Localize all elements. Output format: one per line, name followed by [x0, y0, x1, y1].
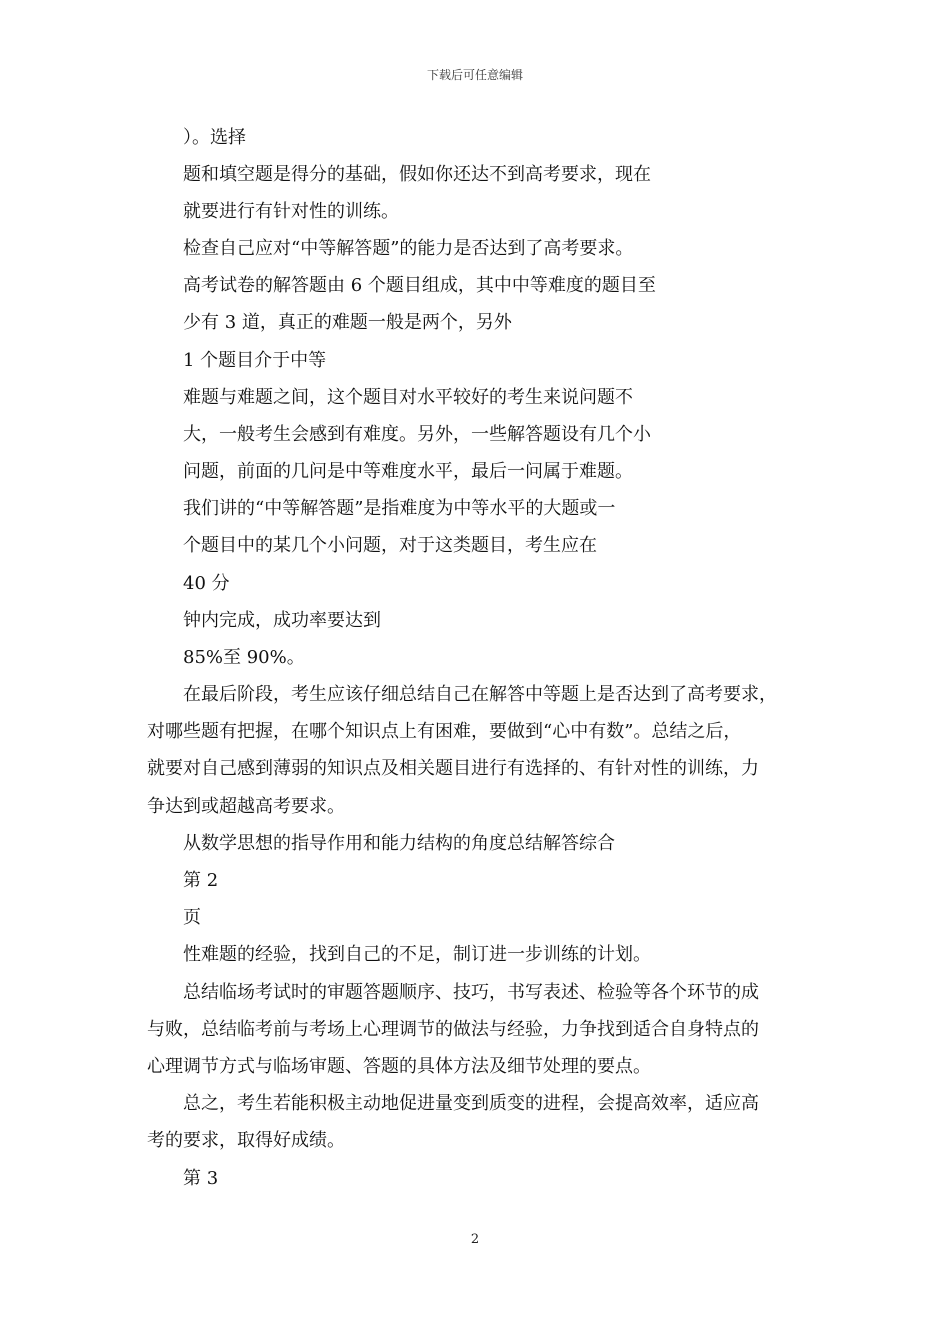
text-line: 40 分	[183, 573, 230, 594]
text-line: 我们讲的“中等解答题”是指难度为中等水平的大题或一	[183, 498, 616, 519]
text-line: 总之，考生若能积极主动地促进量变到质变的进程，会提高效率，适应高	[183, 1093, 759, 1114]
text-line: 少有 3 道，真正的难题一般是两个，另外	[183, 312, 512, 333]
text-line: 85%至 90%。	[183, 647, 305, 668]
text-line: 对哪些题有把握，在哪个知识点上有困难，要做到“心中有数”。总结之后，	[147, 721, 742, 742]
text-line: 与败，总结临考前与考场上心理调节的做法与经验，力争找到适合自身特点的	[147, 1019, 759, 1040]
text-line: 争达到或超越高考要求。	[147, 796, 345, 817]
page-header: 下载后可任意编辑	[426, 68, 523, 82]
text-line: 第 3	[183, 1168, 219, 1189]
text-line: 就要进行有针对性的训练。	[183, 201, 399, 222]
text-line: 题和填空题是得分的基础，假如你还达不到高考要求，现在	[183, 164, 651, 185]
page-number: 2	[470, 1232, 480, 1247]
text-line: 考的要求，取得好成绩。	[147, 1130, 345, 1151]
text-line: 1 个题目介于中等	[183, 350, 327, 371]
text-line: 总结临场考试时的审题答题顺序、技巧，书写表述、检验等各个环节的成	[183, 982, 759, 1003]
text-line: 页	[183, 907, 201, 928]
text-line: 问题，前面的几问是中等难度水平，最后一问属于难题。	[183, 461, 633, 482]
text-line: 钟内完成，成功率要达到	[183, 610, 381, 631]
text-line: 第 2	[183, 870, 219, 891]
text-line: 难题与难题之间，这个题目对水平较好的考生来说问题不	[183, 387, 633, 408]
text-line: 个题目中的某几个小问题，对于这类题目，考生应在	[183, 535, 597, 556]
text-line: 在最后阶段，考生应该仔细总结自己在解答中等题上是否达到了高考要求，	[183, 684, 777, 705]
text-line: 大，一般考生会感到有难度。另外，一些解答题设有几个小	[183, 424, 651, 445]
text-line: 心理调节方式与临场审题、答题的具体方法及细节处理的要点。	[147, 1056, 651, 1077]
text-line: 从数学思想的指导作用和能力结构的角度总结解答综合	[183, 833, 615, 854]
text-line: 检查自己应对“中等解答题”的能力是否达到了高考要求。	[183, 238, 634, 259]
text-line: 高考试卷的解答题由 6 个题目组成，其中中等难度的题目至	[183, 275, 656, 296]
text-line: 就要对自己感到薄弱的知识点及相关题目进行有选择的、有针对性的训练，力	[147, 758, 759, 779]
text-line: ）。选择	[183, 127, 246, 148]
text-line: 性难题的经验，找到自己的不足，制订进一步训练的计划。	[183, 944, 651, 965]
